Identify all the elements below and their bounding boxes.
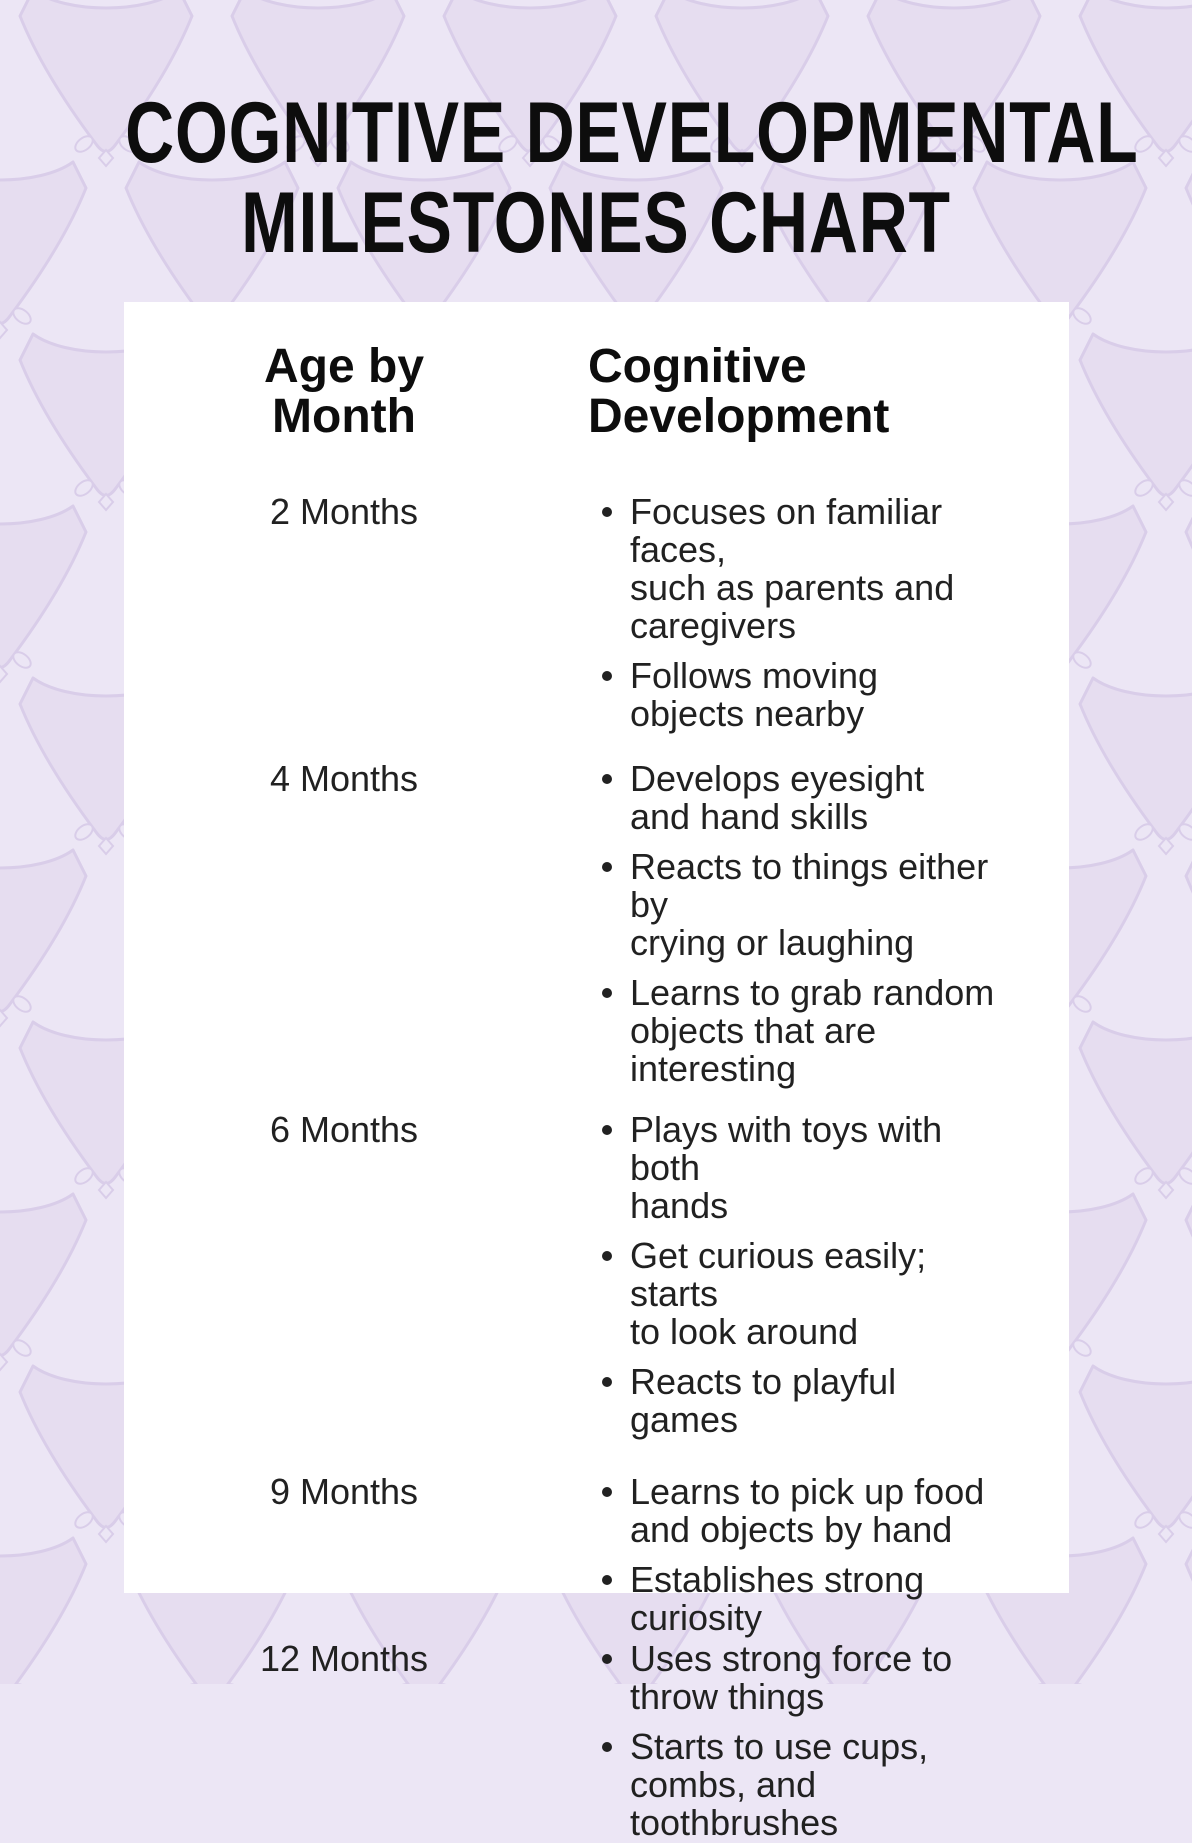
milestone-item: Develops eyesight and hand skills (600, 760, 999, 836)
table-row (194, 1473, 999, 1637)
milestone-list (588, 760, 999, 1088)
table-header-row (194, 342, 999, 442)
milestone-list (588, 1111, 999, 1439)
title-line-2: MILESTONES CHART (241, 175, 951, 271)
milestone-item: Focuses on familiar faces, such as parents and caregivers (600, 493, 999, 645)
milestone-list (588, 493, 999, 733)
milestone-item: Learns to grab random objects that are interesting (600, 974, 999, 1088)
table-row (194, 760, 999, 1088)
age-column-header: Age by Month (263, 340, 425, 443)
development-column-header: Cognitive Development (588, 340, 890, 443)
milestone-item: Reacts to playful games (600, 1363, 999, 1439)
milestone-list (588, 1473, 999, 1637)
milestone-item: Establishes strong curiosity (600, 1561, 999, 1637)
title-line-1: COGNITIVE DEVELOPMENTAL (125, 85, 1139, 181)
milestone-item: Uses strong force to throw things (600, 1640, 999, 1716)
table-row (194, 1111, 999, 1439)
milestone-item: Get curious easily; starts to look around (600, 1237, 999, 1351)
milestone-item: Plays with toys with both hands (600, 1111, 999, 1225)
milestone-list (588, 1640, 999, 1842)
milestone-item: Reacts to things either by crying or laughing (600, 848, 999, 962)
table-row (194, 493, 999, 733)
milestones-card (124, 302, 1069, 1843)
poster-title (0, 0, 1192, 271)
age-label: 12 Months (259, 1638, 429, 1679)
table-row (194, 1640, 999, 1842)
milestone-rows (194, 493, 999, 1842)
milestone-item: Learns to pick up food and objects by hand (600, 1473, 999, 1549)
age-label: 4 Months (269, 758, 419, 799)
milestone-item: Follows moving objects nearby (600, 657, 999, 733)
age-label: 9 Months (269, 1471, 419, 1512)
age-label: 6 Months (269, 1109, 419, 1150)
age-label: 2 Months (269, 491, 419, 532)
milestone-item: Starts to use cups, combs, and toothbrushes (600, 1728, 999, 1842)
